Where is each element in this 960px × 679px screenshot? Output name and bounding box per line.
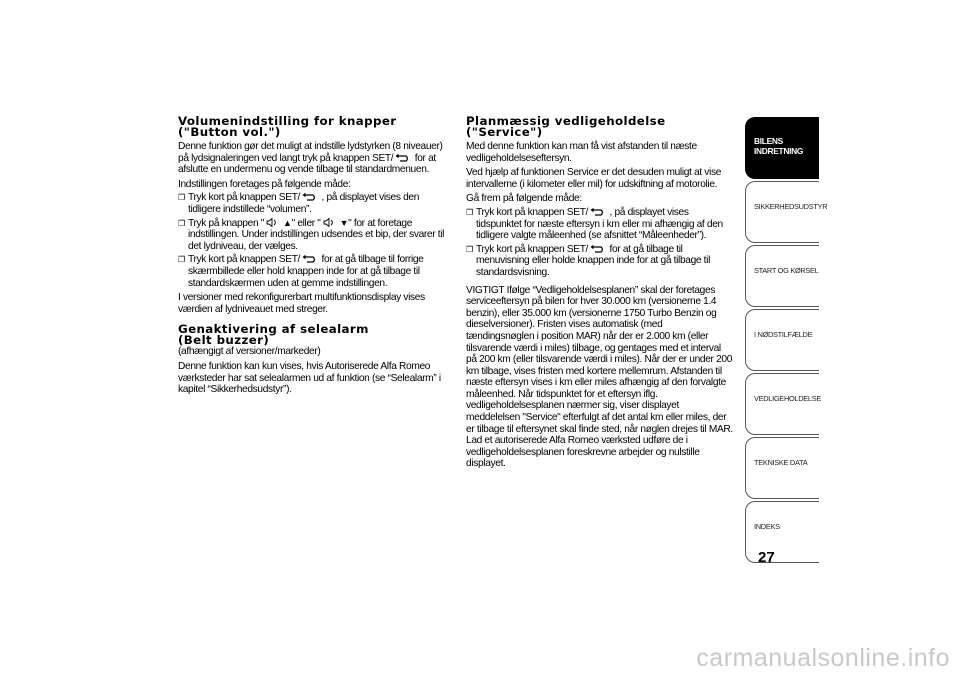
chapter-tab-5[interactable] xyxy=(745,373,819,435)
speaker-icon xyxy=(266,218,281,227)
title-line-2: (Belt buzzer) xyxy=(178,333,270,348)
chapter-tab-label: START OG KØRSEL xyxy=(754,266,819,275)
subtitle: (afhængigt af versioner/markeder) xyxy=(178,346,321,358)
return-arrow-icon xyxy=(590,207,605,216)
chapter-tab-label: TEKNISKE DATA xyxy=(754,458,808,467)
triangle-up-icon: ▲ xyxy=(283,217,292,228)
paragraph: Ved hjælp af funktionen Service er det desuden muligt at vise intervallerne (i kilometer eller mil) for udskiftning af motorolie. xyxy=(466,167,722,190)
section-title-service xyxy=(466,116,733,138)
list-item: ❐ Tryk kort på knappen SET/ , på displayet vises den tidligere indstillede “volumen”. xyxy=(178,192,446,215)
paragraph: Gå frem på følgende måde: xyxy=(466,193,582,205)
return-arrow-icon xyxy=(302,192,317,201)
section-title-belt-buzzer xyxy=(178,324,446,346)
chapter-tab-label: BILENS INDRETNING xyxy=(754,136,804,156)
left-column xyxy=(178,116,446,396)
chapter-tab-label: SIKKERHEDSUDSTYR xyxy=(754,202,828,211)
chapter-tab-1[interactable] xyxy=(745,117,819,179)
chapter-tabs xyxy=(745,117,828,565)
chapter-tab-3[interactable] xyxy=(745,245,819,307)
paragraph: Med denne funktion kan man få vist afstanden til næste vedligeholdelseseftersyn. xyxy=(466,141,697,164)
list-item: ❐ Tryk på knappen " ▲" eller " ▼" for at foretage indstillingen. Under indstillingen udsendes et bip, der svarer til det lydniveau, der vælges. xyxy=(178,218,446,253)
paragraph: Denne funktion kan kun vises, hvis Autoriserede Alfa Romeo værksteder har sat selealarmen ud af funktion (se “Selealarm” i kapitel “Sikkerhedsudstyr”). xyxy=(178,360,441,396)
chapter-tab-label: VEDLIGEHOLDELSE xyxy=(754,394,821,403)
section-title-button-vol xyxy=(178,116,446,138)
chapter-tab-4[interactable] xyxy=(745,309,819,371)
bullet-list xyxy=(178,192,446,289)
return-arrow-icon xyxy=(395,153,410,162)
paragraph: I versioner med rekonfigurerbart multifunktionsdisplay vises værdien af lydniveauet med streger. xyxy=(178,292,425,315)
list-item: ❐ Tryk kort på knappen SET/ for at gå tilbage til menuvisning eller holde knappen inde for at gå tilbage til standardsvisning. xyxy=(466,244,733,279)
title-line-1: Planmæssig vedligeholdelse xyxy=(466,114,666,128)
page-number: 27 xyxy=(758,549,775,566)
list-item: ❐ Tryk kort på knappen SET/ for at gå tilbage til forrige skærmbillede eller hold knappen inde for at gå tilbage til standardskærmen uden at gemme indstillingen. xyxy=(178,254,446,289)
chapter-tab-label: INDEKS xyxy=(754,522,780,531)
speaker-icon xyxy=(323,218,338,227)
triangle-down-icon: ▼ xyxy=(339,217,349,228)
paragraph: Indstillingen foretages på følgende måde: xyxy=(178,178,351,190)
title-line-2: ("Button vol.") xyxy=(178,125,281,139)
list-item: ❐ Tryk kort på knappen SET/ , på displayet vises tidspunktet for næste eftersyn i km eller mi afhængig af den tidligere valgte måleenhed (se afsnittet “Måleenheder”). xyxy=(466,207,733,242)
title-line-1: Genaktivering af selealarm xyxy=(178,322,369,337)
chapter-tab-label: I NØDSTILFÆLDE xyxy=(754,330,813,339)
title-line-1: Volumenindstilling for knapper xyxy=(178,114,397,128)
right-column xyxy=(466,116,733,470)
return-arrow-icon xyxy=(302,254,317,263)
chapter-tab-7[interactable] xyxy=(745,501,819,563)
chapter-tab-6[interactable] xyxy=(745,437,819,499)
bullet-list xyxy=(466,207,733,279)
watermark: carmanualsonline.info xyxy=(696,644,950,672)
chapter-tab-2[interactable] xyxy=(745,181,828,243)
paragraph: Denne funktion gør det muligt at indstille lydstyrken (8 niveauer) på lydsignaleringen ved langt tryk på knappen SET/ for at afslutte en undermenu og vende tilbage til standardmenuen. xyxy=(178,141,443,176)
return-arrow-icon xyxy=(590,244,605,253)
paragraph-important: VIGTIGT Ifølge “Vedligeholdelsesplanen” skal der foretages serviceeftersyn på bilen for hver 30.000 km (versionerne 1.4 benzin), eller 35.000 km (versionerne 1750 Turbo Benzin og dieselversioner). Fristen vises automatisk (med tændingsnøglen i position MAR) når der er 2.000 km (eller tilsvarende værdi i miles) tilbage, og gentages med et interval på 200 km (eller tilsvarende værdi i miles). Når der er under 200 km tilbage, vises fristen med kortere mellemrum. Afstanden til næste eftersyn vises i km eller miles afhængig af den forvalgte måleenhed. Når tidspunktet for et eftersyn iflg. vedligeholdelsesplanen nærmer sig, viser displayet meddelelsen "Service" efterfulgt af det antal km eller miles, der er tilbage til eftersynet skal finde sted, når nøglen drejes til MAR. Lad et autoriserede Alfa Romeo værksted udføre de i vedligeholdelsesplanen foreskrevne arbejder og nulstille displayet. xyxy=(466,284,733,470)
title-line-2: ("Service") xyxy=(466,125,543,139)
